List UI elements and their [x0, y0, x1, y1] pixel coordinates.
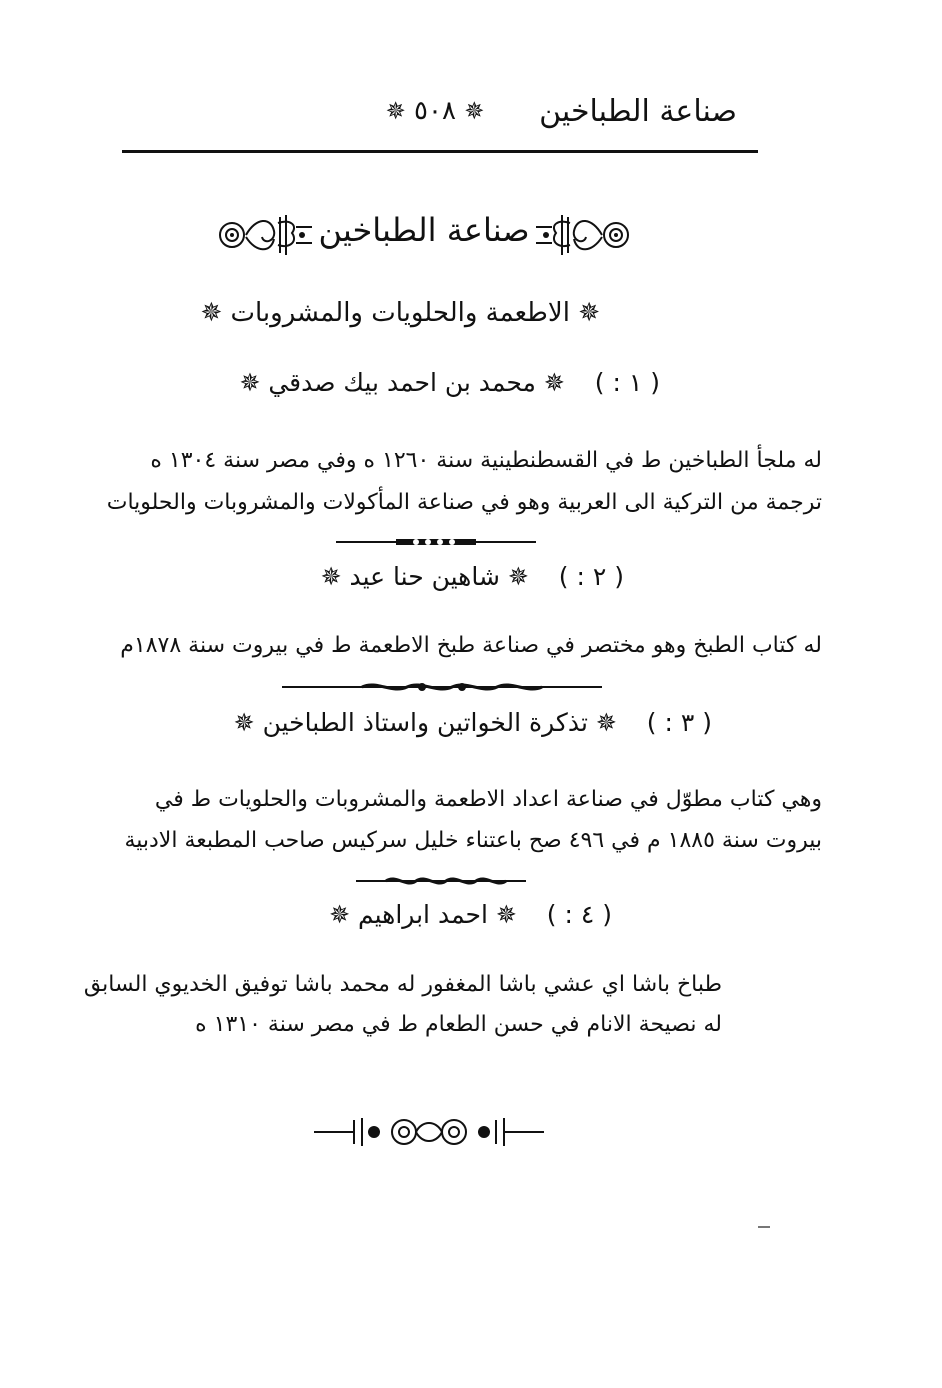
asterism-icon: ✵ [543, 368, 565, 397]
entry-number: ( ٢ : ) [558, 562, 624, 591]
entry-text-line: له كتاب الطبخ وهو مختصر في صناعة طبخ الاطعمة ط في بيروت سنة ١٨٧٨م [120, 633, 822, 658]
ornamental-divider-icon [356, 874, 526, 888]
asterism-icon: ✵ [233, 708, 255, 737]
section-subtitle [200, 298, 600, 328]
entry-text-line: بيروت سنة ١٨٨٥ م في ٤٩٦ صح باعتناء خليل سركيس صاحب المطبعة الادبية [124, 828, 822, 853]
entry-text-line: طباخ باشا اي عشي باشا المغفور له محمد باشا توفيق الخديوي السابق [83, 972, 722, 997]
page-number: ٥٠٨ [414, 96, 456, 126]
asterism-icon: ✵ [239, 368, 261, 397]
entry-heading [234, 708, 712, 737]
entry-heading [321, 562, 624, 591]
asterism-icon: ✵ [578, 298, 600, 328]
entry-author: محمد بن احمد بيك صدقي [268, 368, 536, 397]
entry-author: تذكرة الخواتين واستاذ الطباخين [262, 708, 588, 737]
entry-author: احمد ابراهيم [357, 900, 488, 929]
header-rule [122, 150, 758, 153]
page-number-block [372, 96, 498, 126]
asterism-icon: ✵ [385, 97, 406, 125]
asterism-icon: ✵ [495, 900, 517, 929]
entry-number: ( ١ : ) [594, 368, 660, 397]
page-edge-mark [758, 1226, 770, 1228]
section-title: صناعة الطباخين [318, 211, 530, 249]
running-title: صناعة الطباخين [539, 94, 737, 129]
asterism-icon: ✵ [320, 562, 342, 591]
section-title-block [216, 205, 632, 261]
scroll-ornament-right-icon [532, 209, 632, 259]
entry-text-line: ترجمة من التركية الى العربية وهو في صناعة المأكولات والمشروبات والحلويات [106, 490, 822, 515]
entry-author: شاهين حنا عيد [349, 562, 500, 591]
tailpiece-ornament-icon [314, 1110, 544, 1154]
ornamental-divider-icon [282, 680, 602, 694]
asterism-icon: ✵ [507, 562, 529, 591]
entry-text-line: له ملجأ الطباخين ط في القسطنطينية سنة ١٢٦٠ ه وفي مصر سنة ١٣٠٤ ه [150, 448, 822, 473]
entry-number: ( ٣ : ) [646, 708, 712, 737]
asterism-icon: ✵ [200, 298, 223, 328]
ornamental-divider-icon [336, 536, 536, 548]
asterism-icon: ✵ [595, 708, 617, 737]
entry-heading [329, 900, 612, 929]
asterism-icon: ✵ [329, 900, 351, 929]
entry-text-line: له نصيحة الانام في حسن الطعام ط في مصر سنة ١٣١٠ ه [195, 1012, 722, 1037]
asterism-icon: ✵ [464, 97, 485, 125]
entry-text-line: وهي كتاب مطوّل في صناعة اعداد الاطعمة والمشروبات والحلويات ط في [154, 787, 822, 812]
entry-heading [239, 368, 660, 397]
entry-number: ( ٤ : ) [546, 900, 612, 929]
subtitle-text: الاطعمة والحلويات والمشروبات [230, 298, 570, 328]
